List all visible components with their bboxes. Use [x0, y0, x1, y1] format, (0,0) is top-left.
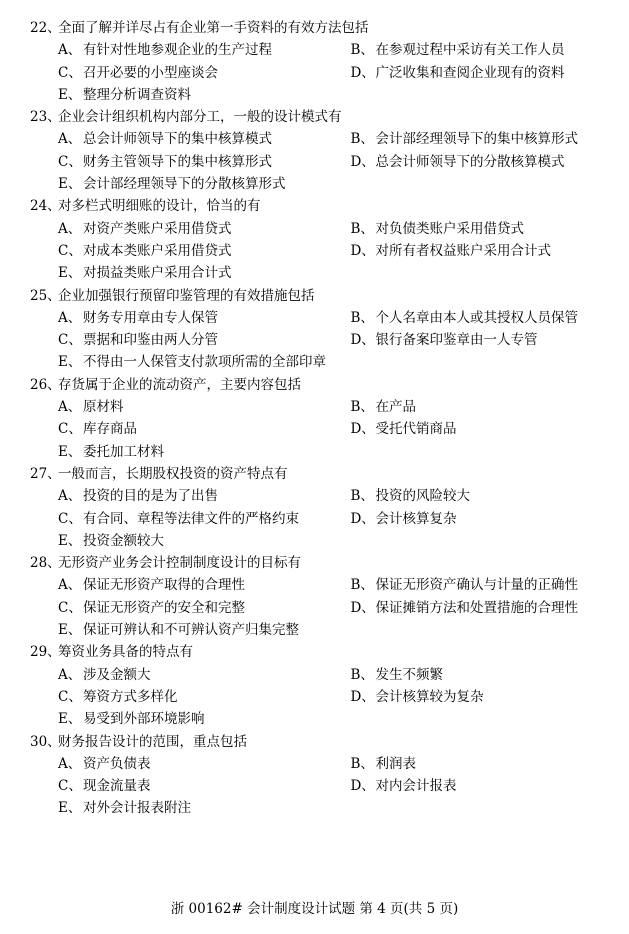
option-item [350, 574, 610, 596]
question [30, 374, 610, 463]
question [30, 463, 610, 552]
option-letter: B、 [350, 577, 374, 594]
question-stem [30, 374, 610, 396]
question-stem [30, 195, 610, 217]
option-item [58, 686, 350, 708]
option-row [30, 686, 610, 708]
question-number: 23、 [30, 109, 61, 126]
question-text: 无形资产业务会计控制制度设计的目标有 [58, 555, 301, 572]
option-text: 对负债类账户采用借贷式 [375, 220, 524, 237]
option-letter: A、 [58, 42, 82, 59]
option-item [58, 753, 350, 775]
option-text: 召开必要的小型座谈会 [83, 64, 218, 81]
option-letter: D、 [350, 153, 375, 170]
question-text: 企业加强银行预留印鉴管理的有效措施包括 [58, 287, 315, 304]
option-item [58, 62, 350, 84]
option-letter: D、 [350, 242, 375, 259]
option-text: 票据和印鉴由两人分管 [83, 332, 218, 349]
option-item [350, 151, 610, 173]
option-row [30, 329, 610, 351]
option-text: 保证无形资产确认与计量的正确性 [375, 577, 578, 594]
question-stem [30, 17, 610, 39]
option-row [30, 173, 610, 195]
option-letter: A、 [58, 666, 82, 683]
option-item [350, 39, 610, 61]
option-row [30, 708, 610, 730]
option-text: 在产品 [375, 399, 416, 416]
option-letter: C、 [58, 242, 82, 259]
question-text: 财务报告设计的范围，重点包括 [58, 733, 247, 750]
option-item [350, 240, 610, 262]
question [30, 552, 610, 641]
option-item [58, 396, 350, 418]
option-row [30, 240, 610, 262]
question-number: 24、 [30, 198, 61, 215]
option-letter: A、 [58, 220, 82, 237]
option-text: 涉及金额大 [83, 666, 151, 683]
option-text: 财务专用章由专人保管 [83, 309, 218, 326]
option-letter: C、 [58, 510, 82, 527]
option-item [58, 708, 351, 730]
option-letter: C、 [58, 599, 82, 616]
option-text: 银行备案印鉴章由一人专管 [375, 332, 538, 349]
option-text: 有针对性地参观企业的生产过程 [83, 42, 272, 59]
option-row [30, 530, 610, 552]
option-row [30, 775, 610, 797]
option-text: 保证无形资产的安全和完整 [83, 599, 245, 616]
option-text: 资产负债表 [83, 755, 151, 772]
option-item [58, 775, 350, 797]
option-text: 对资产类账户采用借贷式 [83, 220, 232, 237]
option-letter: C、 [58, 688, 82, 705]
option-text: 库存商品 [83, 421, 137, 438]
question [30, 285, 610, 374]
option-text: 总会计师领导下的集中核算模式 [83, 131, 272, 148]
option-text: 原材料 [83, 399, 124, 416]
option-item [58, 597, 350, 619]
question [30, 106, 610, 195]
option-text: 会计部经理领导下的集中核算形式 [375, 131, 578, 148]
option-letter: E、 [58, 86, 82, 103]
option-item [58, 329, 350, 351]
option-item [350, 396, 610, 418]
option-item [350, 418, 610, 440]
option-letter: A、 [58, 755, 82, 772]
option-letter: B、 [350, 131, 374, 148]
question-number: 27、 [30, 465, 61, 482]
option-item [58, 619, 351, 641]
option-item [58, 441, 351, 463]
option-text: 投资的目的是为了出售 [83, 488, 218, 505]
question [30, 641, 610, 730]
option-letter: D、 [350, 332, 375, 349]
question-stem [30, 285, 610, 307]
option-row [30, 62, 610, 84]
option-letter: E、 [58, 265, 82, 282]
option-item [58, 418, 350, 440]
option-letter: A、 [58, 488, 82, 505]
option-text: 个人名章由本人或其授权人员保管 [375, 309, 578, 326]
option-item [350, 753, 610, 775]
option-row [30, 218, 610, 240]
option-letter: D、 [350, 421, 375, 438]
option-letter: D、 [350, 599, 375, 616]
option-row [30, 508, 610, 530]
question-number: 26、 [30, 376, 61, 393]
option-text: 不得由一人保管支付款项所需的全部印章 [83, 354, 326, 371]
question [30, 17, 610, 106]
question-text: 存货属于企业的流动资产，主要内容包括 [58, 376, 301, 393]
option-letter: A、 [58, 309, 82, 326]
option-item [350, 307, 610, 329]
question [30, 731, 610, 820]
option-text: 广泛收集和查阅企业现有的资料 [375, 64, 565, 81]
option-text: 保证无形资产取得的合理性 [83, 577, 245, 594]
option-text: 整理分析调查资料 [83, 86, 191, 103]
question-text: 对多栏式明细账的设计，恰当的有 [58, 198, 261, 215]
option-letter: E、 [58, 176, 82, 193]
option-item [350, 128, 610, 150]
option-letter: C、 [58, 421, 82, 438]
question-list [30, 17, 610, 820]
option-item [58, 530, 351, 552]
question-text: 筹资业务具备的特点有 [58, 644, 193, 661]
option-letter: B、 [350, 42, 374, 59]
option-text: 利润表 [375, 755, 416, 772]
question-stem [30, 106, 610, 128]
option-text: 总会计师领导下的分散核算模式 [375, 153, 565, 170]
option-text: 会计核算复杂 [375, 510, 457, 527]
option-item [58, 84, 351, 106]
option-item [58, 151, 350, 173]
option-row [30, 307, 610, 329]
option-letter: B、 [350, 488, 374, 505]
option-row [30, 797, 610, 819]
option-letter: A、 [58, 399, 82, 416]
option-row [30, 418, 610, 440]
option-letter: E、 [58, 800, 82, 817]
option-letter: B、 [350, 399, 374, 416]
option-item [58, 797, 351, 819]
option-row [30, 128, 610, 150]
option-item [350, 775, 610, 797]
option-text: 有合同、章程等法律文件的严格约束 [83, 510, 299, 527]
question-stem [30, 552, 610, 574]
option-text: 发生不频繁 [375, 666, 443, 683]
option-text: 在参观过程中采访有关工作人员 [375, 42, 565, 59]
option-row [30, 396, 610, 418]
option-item [58, 262, 351, 284]
option-row [30, 441, 610, 463]
option-text: 易受到外部环境影响 [83, 711, 205, 728]
option-item [58, 128, 350, 150]
option-letter: B、 [350, 666, 374, 683]
option-letter: D、 [350, 64, 375, 81]
option-row [30, 151, 610, 173]
option-text: 对所有者权益账户采用合计式 [375, 242, 551, 259]
option-text: 对外会计报表附注 [83, 800, 191, 817]
option-item [350, 329, 610, 351]
option-item [58, 508, 350, 530]
option-item [350, 597, 610, 619]
option-item [350, 218, 610, 240]
option-text: 会计核算较为复杂 [375, 688, 484, 705]
option-letter: C、 [58, 778, 82, 795]
option-text: 对损益类账户采用合计式 [83, 265, 232, 282]
option-text: 受托代销商品 [375, 421, 457, 438]
option-item [350, 62, 610, 84]
option-item [350, 485, 610, 507]
option-item [350, 686, 610, 708]
option-item [58, 173, 351, 195]
option-letter: C、 [58, 153, 82, 170]
question-number: 30、 [30, 733, 61, 750]
question-text: 全面了解并详尽占有企业第一手资料的有效方法包括 [58, 20, 369, 36]
question-text: 企业会计组织机构内部分工，一般的设计模式有 [58, 109, 342, 126]
option-item [58, 39, 350, 61]
option-item [58, 307, 350, 329]
question-number: 28、 [30, 555, 61, 572]
option-letter: D、 [350, 510, 375, 527]
option-letter: B、 [350, 220, 374, 237]
question-stem [30, 463, 610, 485]
option-item [58, 240, 350, 262]
option-row [30, 84, 610, 106]
option-text: 投资金额较大 [83, 532, 164, 549]
question-number: 29、 [30, 644, 61, 661]
option-text: 筹资方式多样化 [83, 688, 178, 705]
option-letter: C、 [58, 332, 82, 349]
option-row [30, 664, 610, 686]
option-text: 财务主管领导下的集中核算形式 [83, 153, 272, 170]
option-item [58, 351, 351, 373]
option-item [58, 485, 350, 507]
option-text: 对成本类账户采用借贷式 [83, 242, 232, 259]
option-letter: E、 [58, 711, 82, 728]
option-letter: A、 [58, 577, 82, 594]
option-row [30, 39, 610, 61]
option-item [350, 664, 610, 686]
option-text: 对内会计报表 [375, 778, 457, 795]
option-letter: B、 [350, 309, 374, 326]
question-number: 25、 [30, 287, 61, 304]
option-row [30, 262, 610, 284]
option-letter: D、 [350, 778, 375, 795]
option-text: 保证摊销方法和处置措施的合理性 [375, 599, 578, 616]
option-text: 委托加工材料 [83, 443, 164, 460]
option-item [58, 218, 350, 240]
option-letter: E、 [58, 443, 82, 460]
option-item [58, 574, 350, 596]
question-text: 一般而言，长期股权投资的资产特点有 [58, 465, 288, 482]
option-text: 投资的风险较大 [375, 488, 470, 505]
question-stem [30, 731, 610, 753]
question-number: 22、 [30, 20, 61, 36]
option-letter: E、 [58, 622, 82, 639]
option-row [30, 619, 610, 641]
option-letter: E、 [58, 532, 82, 549]
option-text: 保证可辨认和不可辨认资产归集完整 [83, 622, 299, 639]
question [30, 195, 610, 284]
option-text: 会计部经理领导下的分散核算形式 [83, 176, 286, 193]
option-letter: B、 [350, 755, 374, 772]
option-item [58, 664, 350, 686]
option-row [30, 351, 610, 373]
option-row [30, 753, 610, 775]
option-row [30, 574, 610, 596]
option-text: 现金流量表 [83, 778, 151, 795]
option-item [350, 508, 610, 530]
option-row [30, 485, 610, 507]
option-letter: D、 [350, 688, 375, 705]
question-stem [30, 641, 610, 663]
option-letter: E、 [58, 354, 82, 371]
page-footer: 浙 00162# 会计制度设计试题 第 4 页(共 5 页) [170, 901, 459, 917]
option-letter: A、 [58, 131, 82, 148]
option-row [30, 597, 610, 619]
option-letter: C、 [58, 64, 82, 81]
